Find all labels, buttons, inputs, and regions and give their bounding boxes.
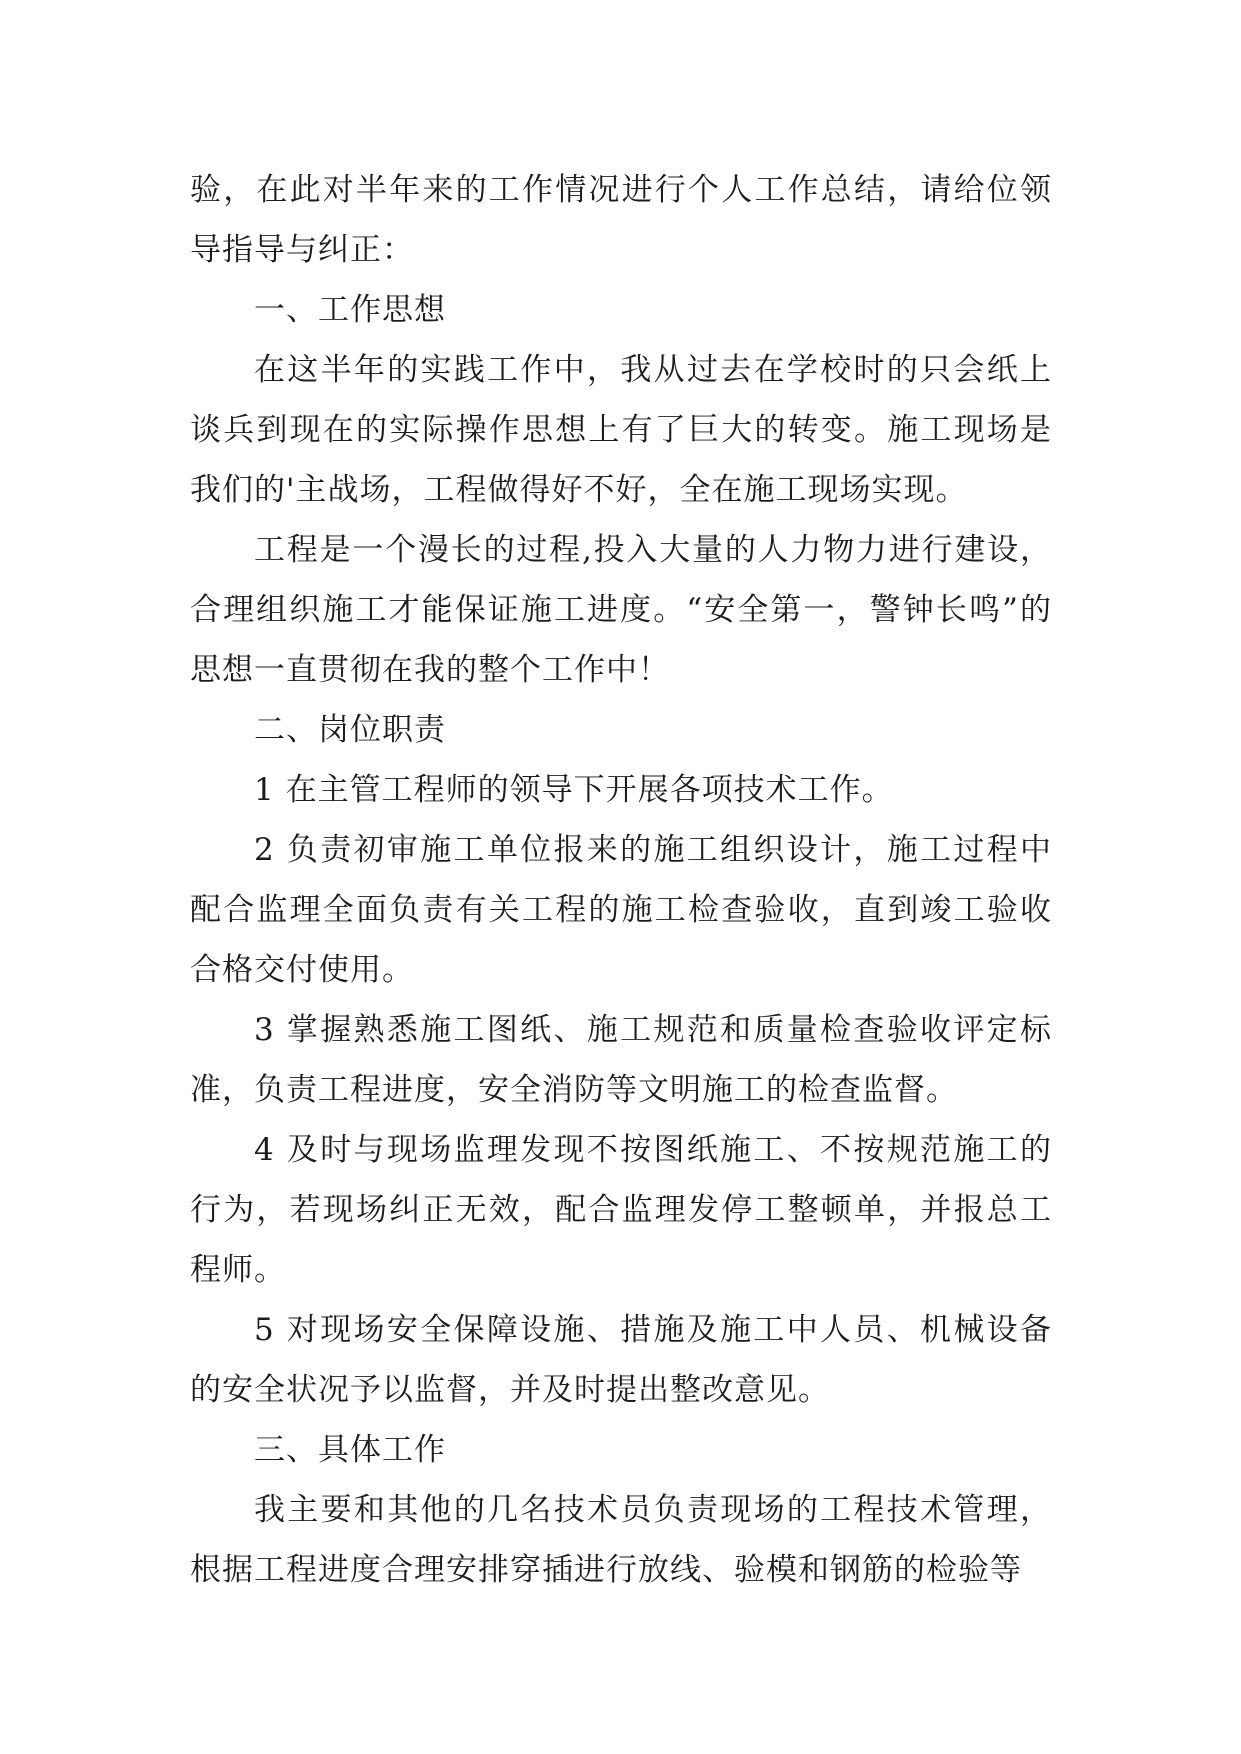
paragraph-construction-process: 工程是一个漫长的过程,投入大量的人力物力进行建设，合理组织施工才能保证施工进度。“安全第一，警钟长鸣”的思想一直贯彻在我的整个工作中！ <box>190 532 1052 688</box>
duty-item-3: 3 掌握熟悉施工图纸、施工规范和质量检查验收评定标准，负责工程进度，安全消防等文明施工的检查监督。 <box>190 1012 1052 1108</box>
paragraph-practice: 在这半年的实践工作中，我从过去在学校时的只会纸上谈兵到现在的实际操作思想上有了巨大的转变。施工现场是我们的'主战场，工程做得好不好，全在施工现场实现。 <box>190 352 1052 508</box>
section-heading-work-thought: 一、工作思想 <box>254 292 446 328</box>
document-body <box>190 160 1052 1600</box>
section-heading-duties: 二、岗位职责 <box>254 712 446 748</box>
paragraph-specific-work: 我主要和其他的几名技术员负责现场的工程技术管理，根据工程进度合理安排穿插进行放线、验模和钢筋的检验等 <box>190 1492 1052 1588</box>
section-heading-specific-work: 三、具体工作 <box>254 1432 446 1468</box>
duty-item-1: 1 在主管工程师的领导下开展各项技术工作。 <box>254 772 894 808</box>
duty-item-2: 2 负责初审施工单位报来的施工组织设计，施工过程中配合监理全面负责有关工程的施工检查验收，直到竣工验收合格交付使用。 <box>190 832 1052 988</box>
paragraph-intro: 验，在此对半年来的工作情况进行个人工作总结，请给位领导指导与纠正： <box>190 172 1052 268</box>
duty-item-5: 5 对现场安全保障设施、措施及施工中人员、机械设备的安全状况予以监督，并及时提出整改意见。 <box>190 1312 1052 1408</box>
duty-item-4: 4 及时与现场监理发现不按图纸施工、不按规范施工的行为，若现场纠正无效，配合监理发停工整顿单，并报总工程师。 <box>190 1132 1052 1288</box>
